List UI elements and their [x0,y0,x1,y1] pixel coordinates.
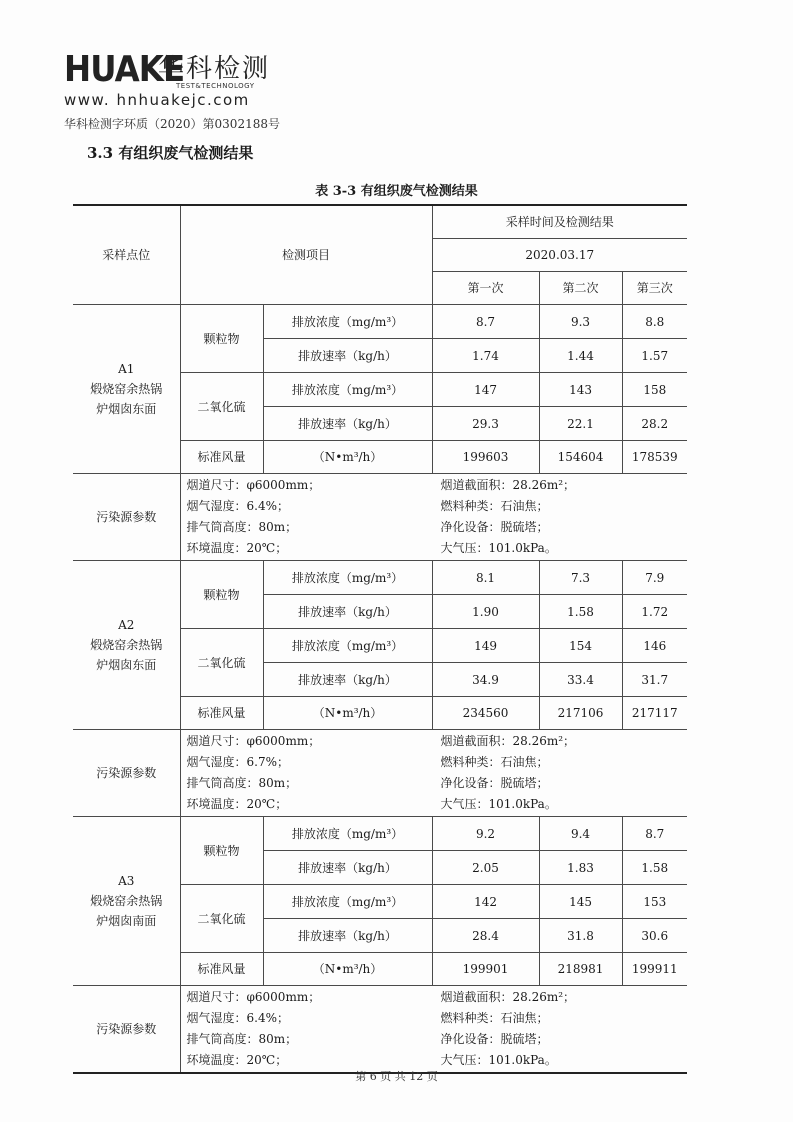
value-cell: 9.3 [539,305,622,339]
param-cell: 烟道尺寸：φ6000mm； 烟道截面积：28.26m²； 烟气湿度：6.7%； 燃料种类：石油焦； 排气筒高度：80m； 净化设备：脱硫塔； 环境温度：20℃； 大气压：101.0kPa。 [180,730,687,817]
value-cell: 146 [622,629,687,663]
table-row [73,817,687,851]
header-run-3: 第三次 [622,272,687,305]
value-cell: 34.9 [432,663,539,697]
value-cell: 1.72 [622,595,687,629]
header-run-1: 第一次 [432,272,539,305]
flow-label-cell: 标准风量 [180,441,263,474]
pollutant-cell: 二氧化硫 [180,885,263,953]
value-cell: 153 [622,885,687,919]
value-cell: 142 [432,885,539,919]
value-cell: 143 [539,373,622,407]
location-cell: A2 煅烧窑余热锅 炉烟囱东面 [73,561,180,730]
value-cell: 2.05 [432,851,539,885]
metric-cell: 排放速率（kg/h） [263,407,432,441]
pollutant-cell: 颗粒物 [180,561,263,629]
value-cell: 1.44 [539,339,622,373]
value-cell: 199901 [432,953,539,986]
table-row [73,986,687,1074]
metric-cell: 排放速率（kg/h） [263,663,432,697]
metric-cell: 排放浓度（mg/m³） [263,885,432,919]
table-title: 表 3-3 有组织废气检测结果 [315,184,478,199]
pollutant-cell: 二氧化硫 [180,629,263,697]
header-date: 2020.03.17 [432,239,687,272]
value-cell: 33.4 [539,663,622,697]
value-cell: 154 [539,629,622,663]
table-row [73,474,687,561]
metric-cell: 排放速率（kg/h） [263,919,432,953]
flow-label-cell: 标准风量 [180,697,263,730]
value-cell: 28.2 [622,407,687,441]
value-cell: 145 [539,885,622,919]
location-cell: A3 煅烧窑余热锅 炉烟囱南面 [73,817,180,986]
value-cell: 154604 [539,441,622,474]
param-cell: 烟道尺寸：φ6000mm； 烟道截面积：28.26m²； 烟气湿度：6.4%； 燃料种类：石油焦； 排气筒高度：80m； 净化设备：脱硫塔； 环境温度：20℃； 大气压：101.0kPa。 [180,474,687,561]
value-cell: 199911 [622,953,687,986]
value-cell: 218981 [539,953,622,986]
value-cell: 31.8 [539,919,622,953]
pollutant-cell: 颗粒物 [180,817,263,885]
logo-subtitle: TEST&TECHNOLOGY [176,82,255,90]
flow-unit-cell: （N•m³/h） [263,953,432,986]
value-cell: 8.7 [622,817,687,851]
metric-cell: 排放速率（kg/h） [263,339,432,373]
flow-unit-cell: （N•m³/h） [263,697,432,730]
company-logo [64,49,324,112]
table-row [73,730,687,817]
report-number: 华科检测字环质（2020）第0302188号 [64,117,280,131]
metric-cell: 排放浓度（mg/m³） [263,561,432,595]
flow-unit-cell: （N•m³/h） [263,441,432,474]
value-cell: 8.1 [432,561,539,595]
value-cell: 30.6 [622,919,687,953]
table-row [73,561,687,595]
param-cell: 烟道尺寸：φ6000mm； 烟道截面积：28.26m²； 烟气湿度：6.4%； 燃料种类：石油焦； 排气筒高度：80m； 净化设备：脱硫塔； 环境温度：20℃； 大气压：101.0kPa。 [180,986,687,1074]
value-cell: 1.74 [432,339,539,373]
value-cell: 28.4 [432,919,539,953]
value-cell: 149 [432,629,539,663]
metric-cell: 排放浓度（mg/m³） [263,629,432,663]
value-cell: 7.3 [539,561,622,595]
logo-chinese-name: 华科检测 [158,54,271,84]
value-cell: 234560 [432,697,539,730]
metric-cell: 排放速率（kg/h） [263,851,432,885]
value-cell: 1.57 [622,339,687,373]
metric-cell: 排放速率（kg/h） [263,595,432,629]
location-cell: A1 煅烧窑余热锅 炉烟囱东面 [73,305,180,474]
param-label-cell: 污染源参数 [73,730,180,817]
param-label-cell: 污染源参数 [73,986,180,1074]
pollutant-cell: 二氧化硫 [180,373,263,441]
header-item: 检测项目 [180,205,432,305]
metric-cell: 排放浓度（mg/m³） [263,305,432,339]
table-row [73,305,687,339]
metric-cell: 排放浓度（mg/m³） [263,817,432,851]
results-table-wrapper [73,204,687,1074]
value-cell: 178539 [622,441,687,474]
value-cell: 1.58 [622,851,687,885]
pollutant-cell: 颗粒物 [180,305,263,373]
value-cell: 1.58 [539,595,622,629]
value-cell: 31.7 [622,663,687,697]
header-run-2: 第二次 [539,272,622,305]
value-cell: 8.8 [622,305,687,339]
value-cell: 9.4 [539,817,622,851]
logo-mark: HUAKE [64,49,185,90]
param-label-cell: 污染源参数 [73,474,180,561]
header-location: 采样点位 [73,205,180,305]
results-table [73,204,687,1074]
value-cell: 29.3 [432,407,539,441]
page-footer: 第 6 页 共 12 页 [355,1070,438,1083]
value-cell: 9.2 [432,817,539,851]
value-cell: 217106 [539,697,622,730]
value-cell: 147 [432,373,539,407]
value-cell: 1.90 [432,595,539,629]
value-cell: 158 [622,373,687,407]
metric-cell: 排放浓度（mg/m³） [263,373,432,407]
section-title: 3.3 有组织废气检测结果 [87,144,254,162]
company-url: www. hnhuakejc.com [64,91,250,109]
value-cell: 7.9 [622,561,687,595]
flow-label-cell: 标准风量 [180,953,263,986]
value-cell: 199603 [432,441,539,474]
value-cell: 8.7 [432,305,539,339]
value-cell: 217117 [622,697,687,730]
value-cell: 1.83 [539,851,622,885]
value-cell: 22.1 [539,407,622,441]
header-result: 采样时间及检测结果 [432,205,687,239]
